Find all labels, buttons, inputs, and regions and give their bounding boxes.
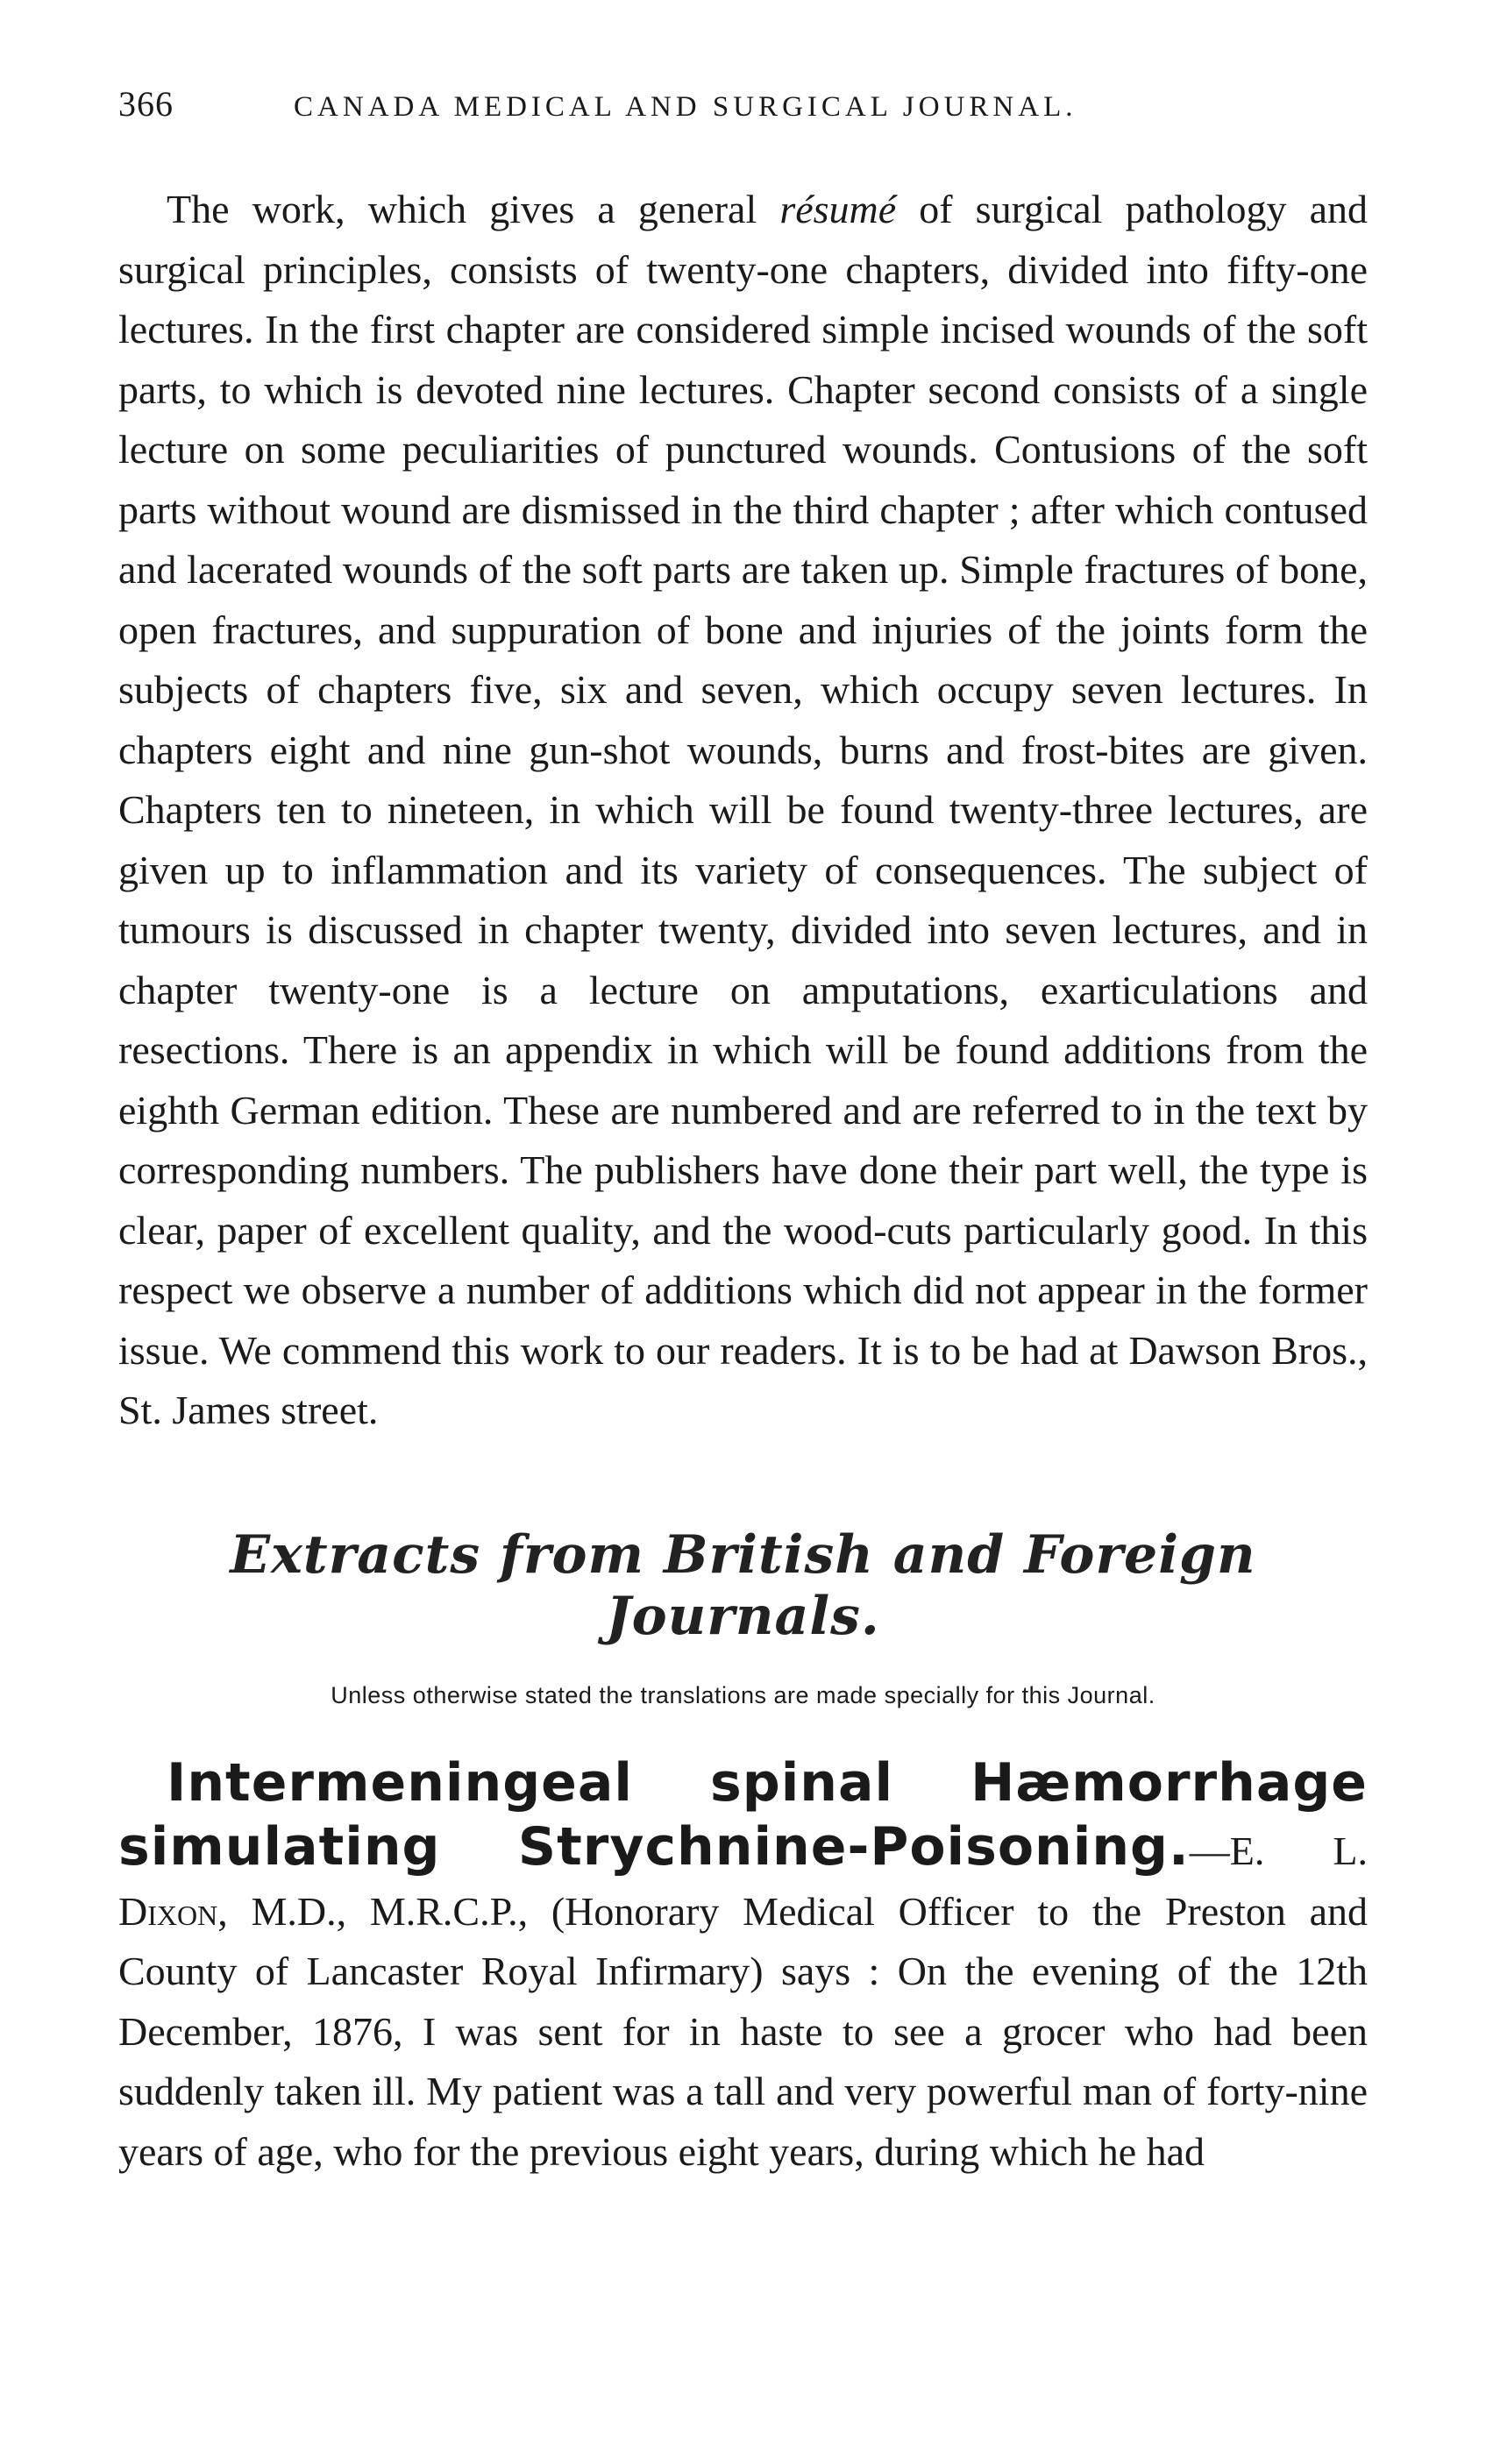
title-dash: — — [1189, 1828, 1230, 1873]
article — [118, 1753, 1368, 2183]
section-note: Unless otherwise stated the translations are made specially for this Journal. — [331, 1681, 1155, 1708]
book-review-text — [118, 180, 1368, 1441]
article-body: , M.D., M.R.C.P., (Honorary Medical Officer to the Preston and County of Lancaster Royal Infirmary) says : On the evening of the 12th December, 1876, I was sent for in haste to see a grocer who had been suddenly taken ill. My patient was a tall and very powerful man of forty-nine years of age, who for the previous eight years, during which he had — [118, 1888, 1368, 2174]
article-title: Intermeningeal spinal Hæmorrhage simulating Strychnine-Poisoning. — [118, 1751, 1368, 1878]
article-paragraph — [118, 1753, 1368, 2183]
author-name: E. L. Dixon — [118, 1828, 1368, 1934]
review-text-part2: of surgical pathology and surgical principles, consists of twenty-one chapters, divided into fifty-one lectures. In the first chapter are considered simple incised wounds of the soft parts, to which is devoted nine lectures. Chapter second consists of a single lecture on some peculiarities of punctured wounds. Contusions of the soft parts without wound are dismissed in the third chapter ; after which contused and lacerated wounds of the soft parts are taken up. Simple fractures of bone, open fractures, and suppuration of bone and injuries of the joints form the subjects of chapters five, six and seven, which occupy seven lectures. In chapters eight and nine gun-shot wounds, burns and frost-bites are given. Chapters ten to nineteen, in which will be found twenty-three lectures, are given up to inflammation and its variety of consequences. The subject of tumours is discussed in chapter twenty, divided into seven lectures, and in chapter twenty-one is a lecture on amputations, exarticulations and resections. There is an appendix in which will be found additions from the eighth German edition. These are numbered and are referred to in the text by corresponding numbers. The publishers have done their part well, the type is clear, paper of excellent quality, and the wood-cuts particularly good. In this respect we observe a number of additions which did not appear in the former issue. We commend this work to our readers. It is to be had at Dawson Bros., St. James street. — [118, 187, 1369, 1432]
page-number: 366 — [118, 84, 174, 124]
journal-page — [118, 83, 1368, 2182]
review-italic-term: résumé — [779, 187, 897, 231]
running-header — [118, 83, 1368, 136]
section-heading: Extracts from British and Foreign Journals. — [230, 1523, 1256, 1647]
review-paragraph — [118, 180, 1368, 1441]
review-text-part1: The work, which gives a general — [167, 187, 780, 231]
journal-title: CANADA MEDICAL AND SURGICAL JOURNAL. — [294, 91, 1077, 123]
